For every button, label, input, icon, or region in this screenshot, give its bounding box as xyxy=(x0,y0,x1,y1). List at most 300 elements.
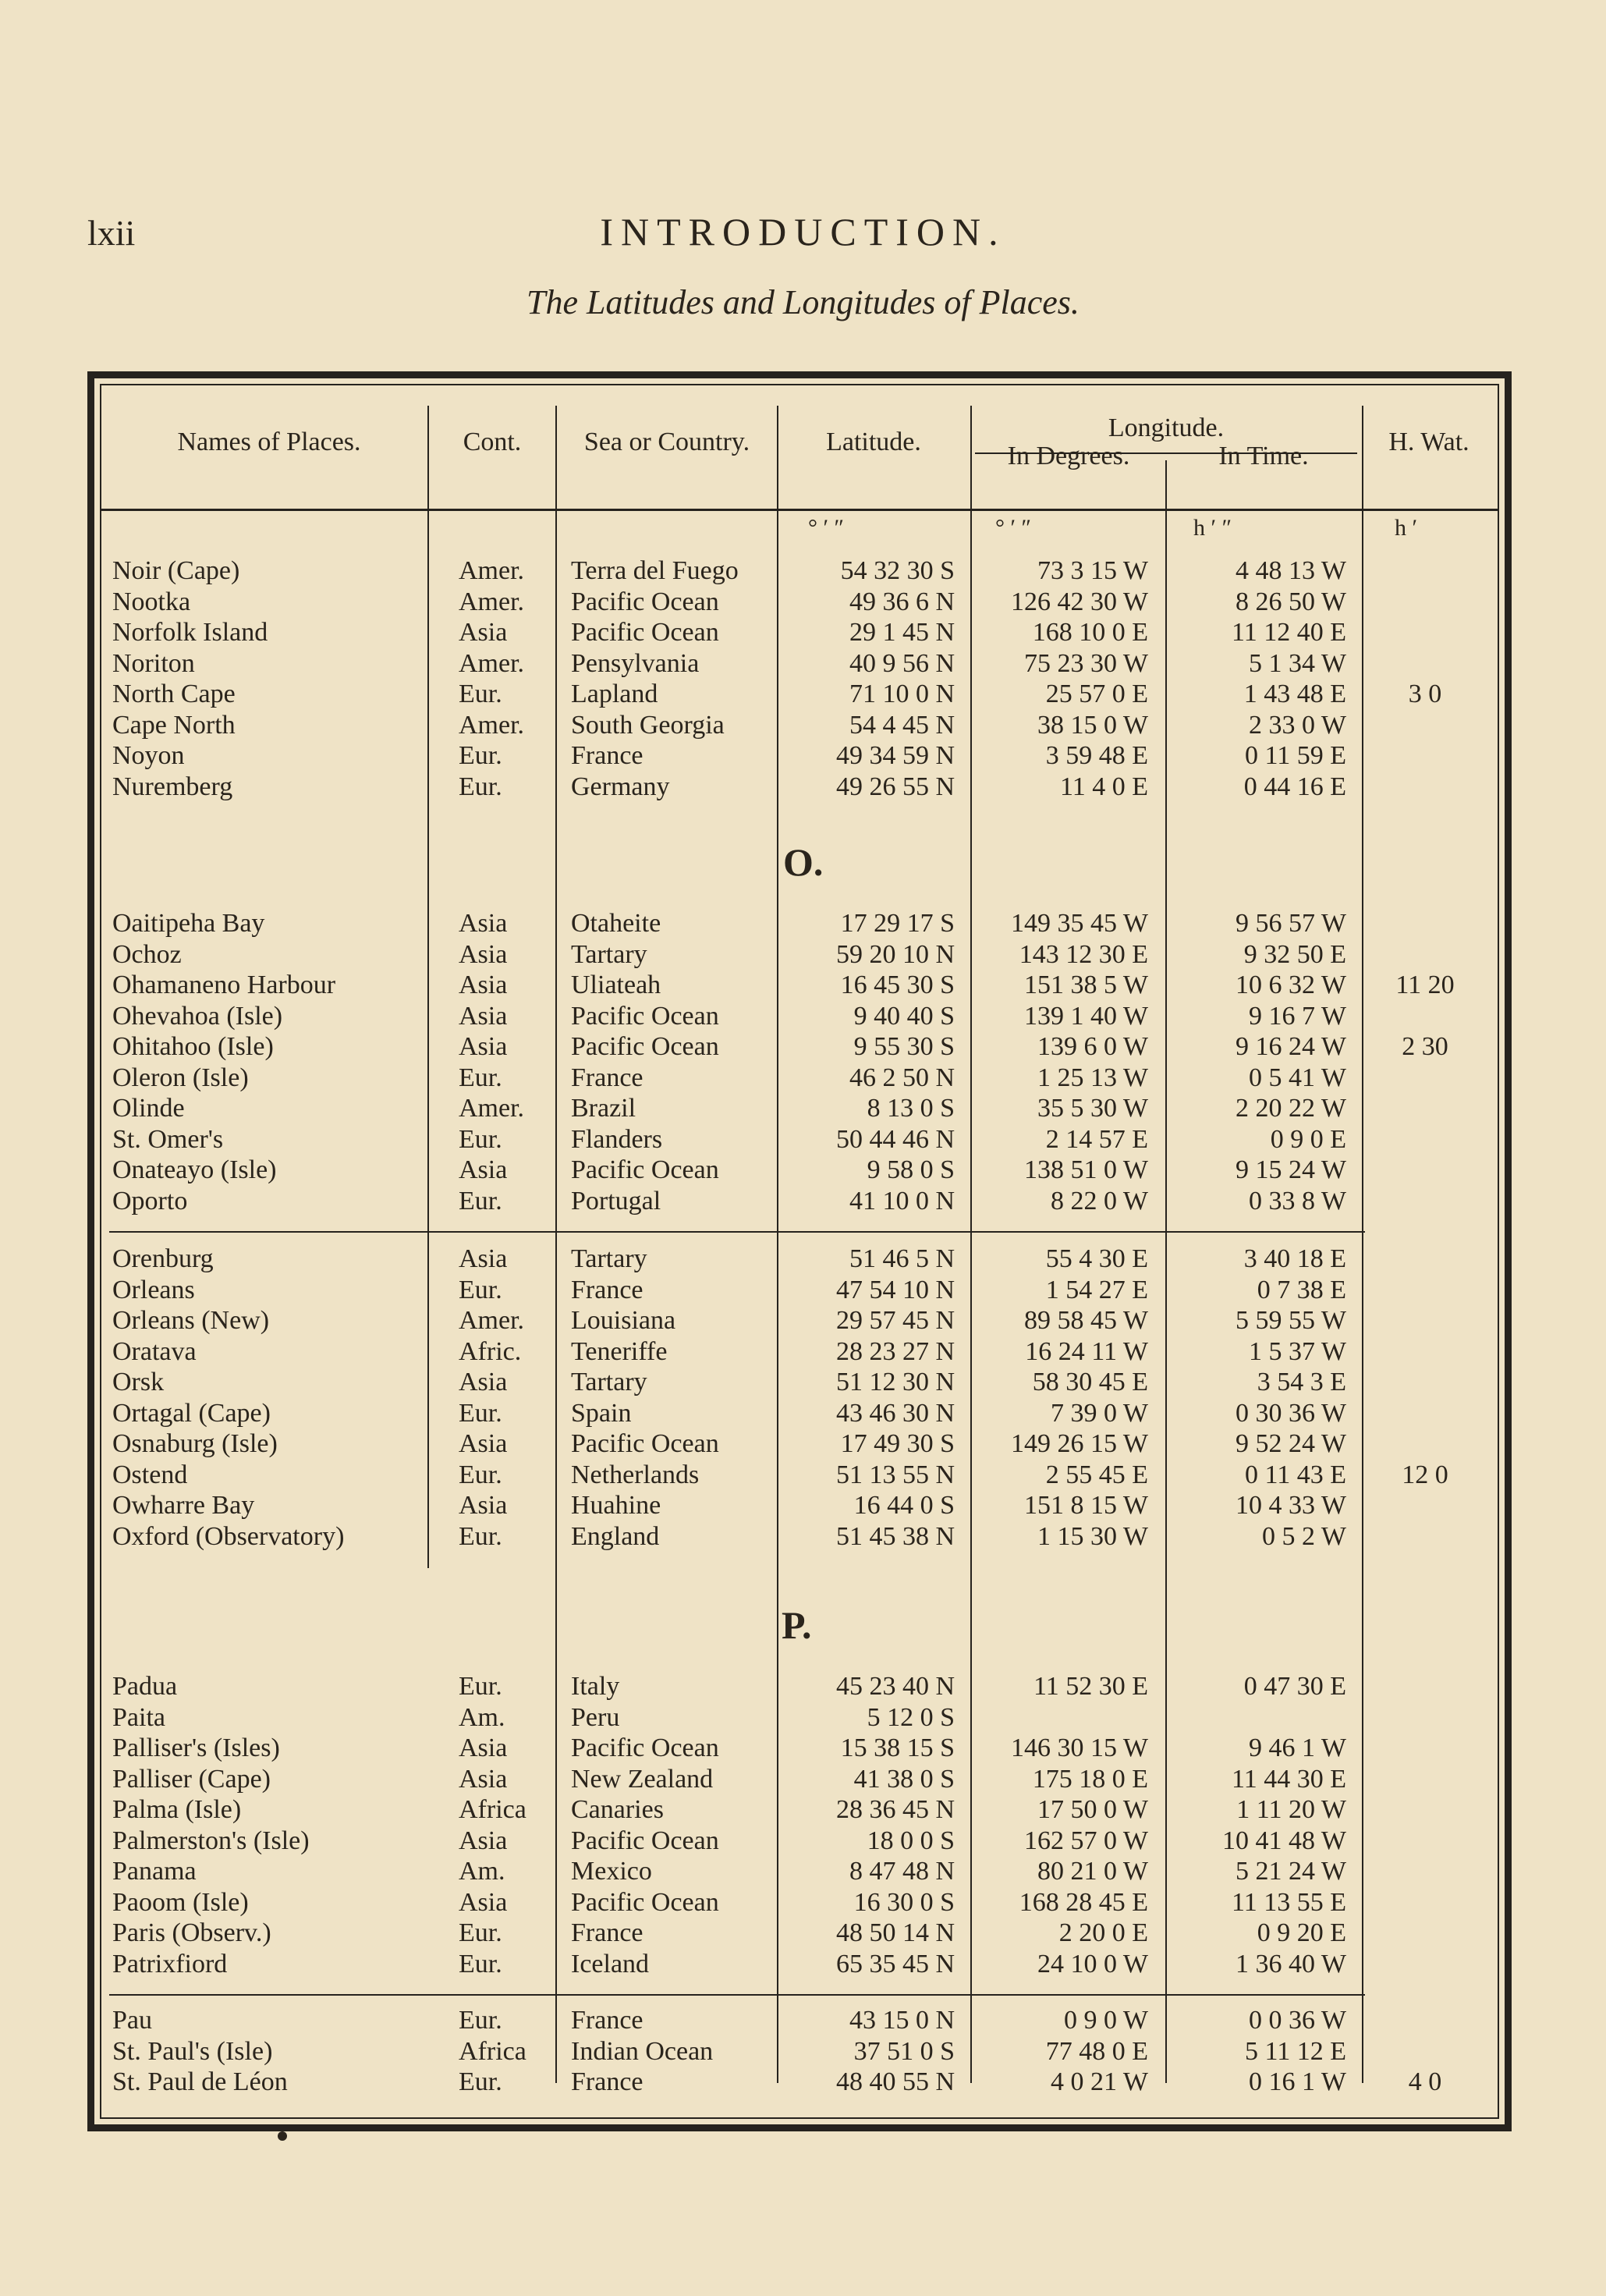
sea-or-country-cell: Italy xyxy=(571,1672,620,1701)
longitude-time-cell: 0 5 41 W xyxy=(1249,1063,1346,1092)
sea-or-country-cell: Lapland xyxy=(571,680,658,708)
longitude-degrees-cell: 11 52 30 E xyxy=(1033,1672,1148,1701)
continent-cell: Asia xyxy=(459,1001,508,1031)
longitude-degrees-cell: 4 0 21 W xyxy=(1051,2067,1148,2096)
place-name-cell: Noir (Cape) xyxy=(112,556,240,585)
longitude-degrees-cell: 146 30 15 W xyxy=(1011,1734,1148,1762)
continent-cell: Afric. xyxy=(459,1336,522,1366)
continent-cell: Eur. xyxy=(459,1949,502,1978)
latitude-cell: 47 54 10 N xyxy=(835,1275,955,1304)
longitude-degrees-cell: 11 4 0 E xyxy=(1059,772,1148,801)
table-row xyxy=(0,1460,1606,1490)
longitude-degrees-cell: 139 6 0 W xyxy=(1037,1032,1148,1061)
place-name-cell: Orleans xyxy=(112,1275,195,1304)
latitude-cell: 16 30 0 S xyxy=(853,1887,955,1917)
high-water-cell: 12 0 xyxy=(1402,1460,1448,1489)
table-row xyxy=(0,1275,1606,1305)
sea-or-country-cell: Uliateah xyxy=(571,971,661,999)
continent-cell: Asia xyxy=(459,1032,508,1061)
place-name-cell: Paita xyxy=(112,1702,165,1732)
place-name-cell: Oratava xyxy=(112,1336,197,1366)
latitude-cell: 9 55 30 S xyxy=(853,1032,955,1061)
sea-or-country-cell: Flanders xyxy=(571,1124,663,1154)
longitude-degrees-cell: 168 10 0 E xyxy=(1032,618,1148,647)
header-lon-deg: In Degrees. xyxy=(1007,442,1130,470)
sea-or-country-cell: France xyxy=(571,2006,643,2035)
latitude-cell: 16 45 30 S xyxy=(840,971,955,999)
latitude-cell: 29 57 45 N xyxy=(835,1306,955,1335)
place-name-cell: Osnaburg (Isle) xyxy=(112,1429,278,1458)
place-name-cell: Pau xyxy=(112,2006,152,2035)
longitude-degrees-cell: 2 55 45 E xyxy=(1045,1460,1148,1489)
place-name-cell: Oleron (Isle) xyxy=(112,1063,249,1092)
latitude-cell: 49 36 6 N xyxy=(849,587,955,616)
table-row xyxy=(0,1887,1606,1918)
sea-or-country-cell: France xyxy=(571,741,643,770)
latitude-cell: 16 44 0 S xyxy=(853,1491,955,1520)
running-head: INTRODUCTION. xyxy=(600,210,1006,254)
table-row xyxy=(0,970,1606,1000)
longitude-time-cell: 1 36 40 W xyxy=(1236,1949,1346,1978)
latitude-cell: 51 46 5 N xyxy=(849,1244,955,1273)
continent-cell: Asia xyxy=(459,1155,508,1184)
place-name-cell: Nootka xyxy=(112,587,191,616)
sea-or-country-cell: Otaheite xyxy=(571,909,661,938)
latitude-cell: 15 38 15 S xyxy=(840,1734,955,1762)
continent-cell: Am. xyxy=(459,1702,505,1732)
header-sea: Sea or Country. xyxy=(583,428,750,456)
sea-or-country-cell: France xyxy=(571,1063,643,1092)
sea-or-country-cell: Spain xyxy=(571,1398,632,1428)
table-row xyxy=(0,679,1606,709)
longitude-degrees-cell: 35 5 30 W xyxy=(1037,1094,1148,1123)
continent-cell: Eur. xyxy=(459,1672,502,1701)
header-cont: Cont. xyxy=(463,428,522,456)
longitude-degrees-cell: 168 28 45 E xyxy=(1019,1887,1148,1917)
latitude-cell: 28 36 45 N xyxy=(835,1795,955,1824)
units-lon: ° ′ ″ xyxy=(995,515,1032,541)
sea-or-country-cell: Germany xyxy=(571,772,670,801)
longitude-degrees-cell: 162 57 0 W xyxy=(1024,1826,1148,1855)
longitude-degrees-cell: 138 51 0 W xyxy=(1024,1155,1148,1184)
longitude-degrees-cell: 75 23 30 W xyxy=(1024,648,1148,678)
place-name-cell: Ochoz xyxy=(112,939,182,969)
place-name-cell: Norfolk Island xyxy=(112,618,268,647)
place-name-cell: Ostend xyxy=(112,1460,188,1489)
continent-cell: Asia xyxy=(459,939,508,969)
continent-cell: Amer. xyxy=(459,1306,525,1335)
units-time: h ′ ″ xyxy=(1193,515,1232,541)
longitude-time-cell: 5 59 55 W xyxy=(1236,1306,1346,1335)
latitude-cell: 8 47 48 N xyxy=(849,1857,955,1886)
section-letter-o: O. xyxy=(783,840,824,884)
table-row xyxy=(0,1826,1606,1856)
sea-or-country-cell: New Zealand xyxy=(571,1764,714,1794)
sea-or-country-cell: Indian Ocean xyxy=(571,2036,714,2066)
latitude-cell: 43 46 30 N xyxy=(835,1398,955,1428)
longitude-degrees-cell: 126 42 30 W xyxy=(1011,587,1148,616)
continent-cell: Asia xyxy=(459,1429,508,1458)
table-row xyxy=(0,617,1606,648)
longitude-degrees-cell: 25 57 0 E xyxy=(1045,680,1148,708)
continent-cell: Asia xyxy=(459,1887,508,1917)
place-name-cell: Padua xyxy=(112,1672,178,1701)
latitude-cell: 45 23 40 N xyxy=(835,1672,955,1701)
continent-cell: Eur. xyxy=(459,2067,502,2096)
sea-or-country-cell: Tartary xyxy=(571,939,647,969)
sea-or-country-cell: Teneriffe xyxy=(571,1336,668,1366)
table-row xyxy=(0,1093,1606,1123)
latitude-cell: 46 2 50 N xyxy=(849,1063,955,1092)
longitude-degrees-cell: 1 54 27 E xyxy=(1045,1275,1148,1304)
longitude-degrees-cell: 3 59 48 E xyxy=(1045,741,1148,770)
place-name-cell: Noriton xyxy=(112,648,195,678)
latitude-cell: 54 32 30 S xyxy=(840,556,955,585)
longitude-time-cell: 10 6 32 W xyxy=(1236,971,1346,999)
continent-cell: Asia xyxy=(459,909,508,938)
longitude-degrees-cell: 151 38 5 W xyxy=(1024,971,1148,999)
sea-or-country-cell: Portugal xyxy=(571,1186,661,1215)
continent-cell: Asia xyxy=(459,1244,508,1273)
table-row xyxy=(0,772,1606,802)
place-name-cell: Oxford (Observatory) xyxy=(112,1521,345,1551)
sea-or-country-cell: Pacific Ocean xyxy=(571,1429,719,1458)
longitude-degrees-cell: 8 22 0 W xyxy=(1051,1186,1148,1215)
longitude-time-cell: 2 20 22 W xyxy=(1236,1094,1346,1123)
table-row xyxy=(0,1155,1606,1185)
table-row xyxy=(0,1733,1606,1763)
table-row xyxy=(0,555,1606,586)
latitude-cell: 8 13 0 S xyxy=(867,1094,955,1123)
longitude-degrees-cell: 0 9 0 W xyxy=(1064,2006,1148,2035)
place-name-cell: Olinde xyxy=(112,1094,185,1123)
high-water-cell: 2 30 xyxy=(1402,1032,1448,1061)
place-name-cell: Ohitahoo (Isle) xyxy=(112,1032,274,1061)
longitude-degrees-cell: 80 21 0 W xyxy=(1037,1857,1148,1886)
latitude-cell: 65 35 45 N xyxy=(835,1949,955,1978)
table-row xyxy=(0,710,1606,740)
continent-cell: Eur. xyxy=(459,680,502,708)
continent-cell: Africa xyxy=(459,1795,526,1824)
sea-or-country-cell: Pensylvania xyxy=(571,648,700,678)
header-hwat: H. Wat. xyxy=(1388,428,1470,456)
table-row xyxy=(0,1063,1606,1093)
longitude-time-cell: 0 9 0 E xyxy=(1270,1124,1346,1154)
sea-or-country-cell: Pacific Ocean xyxy=(571,1155,719,1184)
place-name-cell: Orleans (New) xyxy=(112,1306,270,1335)
sea-or-country-cell: France xyxy=(571,2067,643,2096)
header-rule xyxy=(101,509,1498,511)
sea-or-country-cell: Terra del Fuego xyxy=(571,556,739,585)
sea-or-country-cell: Netherlands xyxy=(571,1460,700,1489)
sea-or-country-cell: Peru xyxy=(571,1702,620,1732)
latitude-cell: 49 26 55 N xyxy=(835,772,955,801)
longitude-time-cell: 1 43 48 E xyxy=(1243,680,1346,708)
latitude-cell: 48 40 55 N xyxy=(835,2067,955,2096)
high-water-cell: 11 20 xyxy=(1395,971,1455,999)
latitude-cell: 54 4 45 N xyxy=(849,710,955,740)
continent-cell: Eur. xyxy=(459,1521,502,1551)
longitude-degrees-cell: 73 3 15 W xyxy=(1037,556,1148,585)
table-row xyxy=(0,939,1606,970)
longitude-time-cell: 5 1 34 W xyxy=(1249,648,1346,678)
place-name-cell: Palliser's (Isles) xyxy=(112,1734,280,1762)
place-name-cell: Paris (Observ.) xyxy=(112,1918,271,1947)
group-rule xyxy=(109,1994,1365,1996)
longitude-time-cell: 9 56 57 W xyxy=(1236,909,1346,938)
continent-cell: Asia xyxy=(459,1491,508,1520)
sea-or-country-cell: Pacific Ocean xyxy=(571,1887,719,1917)
longitude-time-cell: 9 52 24 W xyxy=(1236,1429,1346,1458)
continent-cell: Amer. xyxy=(459,1094,525,1123)
latitude-cell: 41 38 0 S xyxy=(853,1764,955,1794)
latitude-cell: 48 50 14 N xyxy=(835,1918,955,1947)
continent-cell: Amer. xyxy=(459,556,525,585)
table-row xyxy=(0,1521,1606,1552)
latitude-cell: 37 51 0 S xyxy=(853,2036,955,2066)
place-name-cell: Oaitipeha Bay xyxy=(112,909,265,938)
header-lat: Latitude. xyxy=(826,428,921,456)
header-lon-group: Longitude. xyxy=(1108,413,1225,442)
sea-or-country-cell: Pacific Ocean xyxy=(571,1734,719,1762)
table-row xyxy=(0,1764,1606,1794)
latitude-cell: 5 12 0 S xyxy=(867,1702,955,1732)
longitude-degrees-cell: 149 26 15 W xyxy=(1011,1429,1148,1458)
sea-or-country-cell: Pacific Ocean xyxy=(571,618,719,647)
longitude-degrees-cell: 175 18 0 E xyxy=(1032,1764,1148,1794)
place-name-cell: Patrixfiord xyxy=(112,1949,228,1978)
place-name-cell: Orsk xyxy=(112,1368,165,1396)
table-row xyxy=(0,587,1606,617)
longitude-time-cell: 0 30 36 W xyxy=(1236,1398,1346,1428)
table-row xyxy=(0,1671,1606,1702)
place-name-cell: Nuremberg xyxy=(112,772,233,801)
continent-cell: Amer. xyxy=(459,710,525,740)
continent-cell: Eur. xyxy=(459,1186,502,1215)
longitude-time-cell: 9 16 24 W xyxy=(1236,1032,1346,1061)
sea-or-country-cell: Huahine xyxy=(571,1491,661,1520)
continent-cell: Eur. xyxy=(459,1124,502,1154)
continent-cell: Amer. xyxy=(459,587,525,616)
longitude-time-cell: 9 16 7 W xyxy=(1249,1001,1346,1031)
longitude-time-cell: 8 26 50 W xyxy=(1236,587,1346,616)
longitude-time-cell: 0 33 8 W xyxy=(1249,1186,1346,1215)
latitude-cell: 50 44 46 N xyxy=(835,1124,955,1154)
table-row xyxy=(0,1428,1606,1459)
longitude-time-cell: 10 4 33 W xyxy=(1236,1491,1346,1520)
longitude-degrees-cell: 38 15 0 W xyxy=(1037,710,1148,740)
table-row xyxy=(0,740,1606,771)
longitude-time-cell: 0 11 59 E xyxy=(1244,741,1346,770)
high-water-cell: 4 0 xyxy=(1408,2067,1442,2096)
longitude-time-cell: 1 11 20 W xyxy=(1236,1795,1346,1824)
continent-cell: Asia xyxy=(459,618,508,647)
continent-cell: Asia xyxy=(459,1826,508,1855)
longitude-time-cell: 0 16 1 W xyxy=(1249,2067,1346,2096)
place-name-cell: Ortagal (Cape) xyxy=(112,1398,271,1428)
place-name-cell: St. Paul's (Isle) xyxy=(112,2036,273,2066)
table-row xyxy=(0,1490,1606,1521)
longitude-degrees-cell: 149 35 45 W xyxy=(1011,909,1148,938)
units-lat: ° ′ ″ xyxy=(808,515,845,541)
table-row xyxy=(0,2036,1606,2067)
sea-or-country-cell: Pacific Ocean xyxy=(571,1032,719,1061)
table-row xyxy=(0,2005,1606,2035)
sea-or-country-cell: Tartary xyxy=(571,1244,647,1273)
longitude-time-cell: 0 9 20 E xyxy=(1257,1918,1346,1947)
continent-cell: Eur. xyxy=(459,741,502,770)
longitude-time-cell: 0 5 2 W xyxy=(1262,1521,1346,1551)
longitude-degrees-cell: 16 24 11 W xyxy=(1025,1336,1148,1366)
longitude-time-cell: 10 41 48 W xyxy=(1222,1826,1346,1855)
sea-or-country-cell: Mexico xyxy=(571,1857,652,1886)
table-row xyxy=(0,1001,1606,1031)
continent-cell: Asia xyxy=(459,1368,508,1396)
longitude-degrees-cell: 17 50 0 W xyxy=(1037,1795,1148,1824)
sea-or-country-cell: South Georgia xyxy=(571,710,725,740)
sea-or-country-cell: Pacific Ocean xyxy=(571,1826,719,1855)
longitude-time-cell: 0 0 36 W xyxy=(1249,2006,1346,2035)
longitude-time-cell: 9 32 50 E xyxy=(1243,939,1346,969)
longitude-time-cell: 1 5 37 W xyxy=(1249,1336,1346,1366)
section-letter-p: P. xyxy=(782,1603,812,1647)
latitude-cell: 17 49 30 S xyxy=(840,1429,955,1458)
longitude-degrees-cell: 139 1 40 W xyxy=(1024,1001,1148,1031)
longitude-degrees-cell: 77 48 0 E xyxy=(1045,2036,1148,2066)
continent-cell: Eur. xyxy=(459,1063,502,1092)
sea-or-country-cell: Iceland xyxy=(571,1949,650,1978)
table-row xyxy=(0,1244,1606,1274)
place-name-cell: Palma (Isle) xyxy=(112,1795,242,1824)
longitude-time-cell: 5 11 12 E xyxy=(1244,2036,1346,2066)
table-row xyxy=(0,1186,1606,1216)
sea-or-country-cell: Tartary xyxy=(571,1368,647,1396)
longitude-time-cell: 5 21 24 W xyxy=(1236,1857,1346,1886)
page-number: lxii xyxy=(87,213,136,253)
place-name-cell: Onateayo (Isle) xyxy=(112,1155,277,1184)
longitude-time-cell: 0 11 43 E xyxy=(1244,1460,1346,1489)
continent-cell: Am. xyxy=(459,1857,505,1886)
longitude-time-cell: 0 7 38 E xyxy=(1257,1275,1346,1304)
header-lon-time: In Time. xyxy=(1218,442,1309,470)
high-water-cell: 3 0 xyxy=(1408,680,1442,708)
longitude-time-cell: 3 40 18 E xyxy=(1243,1244,1346,1273)
latitude-cell: 28 23 27 N xyxy=(835,1336,955,1366)
latitude-cell: 71 10 0 N xyxy=(849,680,955,708)
longitude-time-cell: 4 48 13 W xyxy=(1236,556,1346,585)
continent-cell: Asia xyxy=(459,1764,508,1794)
latitude-cell: 43 15 0 N xyxy=(849,2006,955,2035)
latitude-cell: 51 45 38 N xyxy=(835,1521,955,1551)
continent-cell: Eur. xyxy=(459,1460,502,1489)
longitude-degrees-cell: 24 10 0 W xyxy=(1037,1949,1148,1978)
units-hwat: h ′ xyxy=(1395,515,1418,541)
latitude-cell: 9 58 0 S xyxy=(867,1155,955,1184)
longitude-time-cell: 11 13 55 E xyxy=(1231,1887,1346,1917)
place-name-cell: Panama xyxy=(112,1857,197,1886)
longitude-time-cell: 9 46 1 W xyxy=(1249,1734,1346,1762)
longitude-degrees-cell: 2 14 57 E xyxy=(1045,1124,1148,1154)
sea-or-country-cell: Canaries xyxy=(571,1795,664,1824)
table-row xyxy=(0,1398,1606,1428)
longitude-degrees-cell: 151 8 15 W xyxy=(1024,1491,1148,1520)
continent-cell: Asia xyxy=(459,1734,508,1762)
place-name-cell: North Cape xyxy=(112,680,236,708)
place-name-cell: Owharre Bay xyxy=(112,1491,255,1520)
header-name: Names of Places. xyxy=(177,428,361,456)
table-row xyxy=(0,1794,1606,1825)
place-name-cell: St. Paul de Léon xyxy=(112,2067,288,2096)
group-rule xyxy=(109,1231,1365,1233)
continent-cell: Amer. xyxy=(459,648,525,678)
sea-or-country-cell: France xyxy=(571,1918,643,1947)
longitude-degrees-cell: 58 30 45 E xyxy=(1032,1368,1148,1396)
place-name-cell: St. Omer's xyxy=(112,1124,224,1154)
latitude-cell: 41 10 0 N xyxy=(849,1186,955,1215)
place-name-cell: Palliser (Cape) xyxy=(112,1764,271,1794)
continent-cell: Africa xyxy=(459,2036,526,2066)
table-row xyxy=(0,1367,1606,1397)
place-name-cell: Ohamaneno Harbour xyxy=(112,971,336,999)
place-name-cell: Noyon xyxy=(112,741,185,770)
table-row xyxy=(0,1856,1606,1886)
latitude-cell: 51 13 55 N xyxy=(835,1460,955,1489)
latitude-cell: 29 1 45 N xyxy=(849,618,955,647)
latitude-cell: 49 34 59 N xyxy=(835,741,955,770)
table-row xyxy=(0,1949,1606,1979)
latitude-cell: 18 0 0 S xyxy=(867,1826,955,1855)
sea-or-country-cell: Louisiana xyxy=(571,1306,676,1335)
longitude-degrees-cell: 1 15 30 W xyxy=(1037,1521,1148,1551)
sea-or-country-cell: Brazil xyxy=(571,1094,636,1123)
continent-cell: Eur. xyxy=(459,772,502,801)
sea-or-country-cell: Pacific Ocean xyxy=(571,587,719,616)
continent-cell: Eur. xyxy=(459,1275,502,1304)
latitude-cell: 17 29 17 S xyxy=(840,909,955,938)
longitude-degrees-cell: 7 39 0 W xyxy=(1051,1398,1148,1428)
longitude-degrees-cell: 1 25 13 W xyxy=(1037,1063,1148,1092)
table-row xyxy=(0,648,1606,679)
table-row xyxy=(0,2067,1606,2097)
longitude-time-cell: 2 33 0 W xyxy=(1249,710,1346,740)
table-row xyxy=(0,908,1606,939)
longitude-degrees-cell: 2 20 0 E xyxy=(1058,1918,1148,1947)
table-row xyxy=(0,1918,1606,1948)
latitude-cell: 59 20 10 N xyxy=(835,939,955,969)
latitude-cell: 9 40 40 S xyxy=(853,1001,955,1031)
longitude-time-cell: 11 12 40 E xyxy=(1231,618,1346,647)
longitude-degrees-cell: 55 4 30 E xyxy=(1045,1244,1148,1273)
sea-or-country-cell: France xyxy=(571,1275,643,1304)
longitude-time-cell: 0 47 30 E xyxy=(1243,1672,1346,1701)
table-row xyxy=(0,1305,1606,1336)
table-row xyxy=(0,1031,1606,1062)
place-name-cell: Palmerston's (Isle) xyxy=(112,1826,310,1855)
continent-cell: Eur. xyxy=(459,1918,502,1947)
longitude-degrees-cell: 89 58 45 W xyxy=(1024,1306,1148,1335)
longitude-time-cell: 0 44 16 E xyxy=(1243,772,1346,801)
place-name-cell: Orenburg xyxy=(112,1244,214,1273)
place-name-cell: Oporto xyxy=(112,1186,188,1215)
sea-or-country-cell: England xyxy=(571,1521,660,1551)
page-blemish-dot xyxy=(278,2131,287,2141)
longitude-time-cell: 9 15 24 W xyxy=(1236,1155,1346,1184)
continent-cell: Eur. xyxy=(459,1398,502,1428)
continent-cell: Asia xyxy=(459,971,508,999)
place-name-cell: Ohevahoa (Isle) xyxy=(112,1001,283,1031)
table-row xyxy=(0,1336,1606,1367)
latitude-cell: 51 12 30 N xyxy=(835,1368,955,1396)
